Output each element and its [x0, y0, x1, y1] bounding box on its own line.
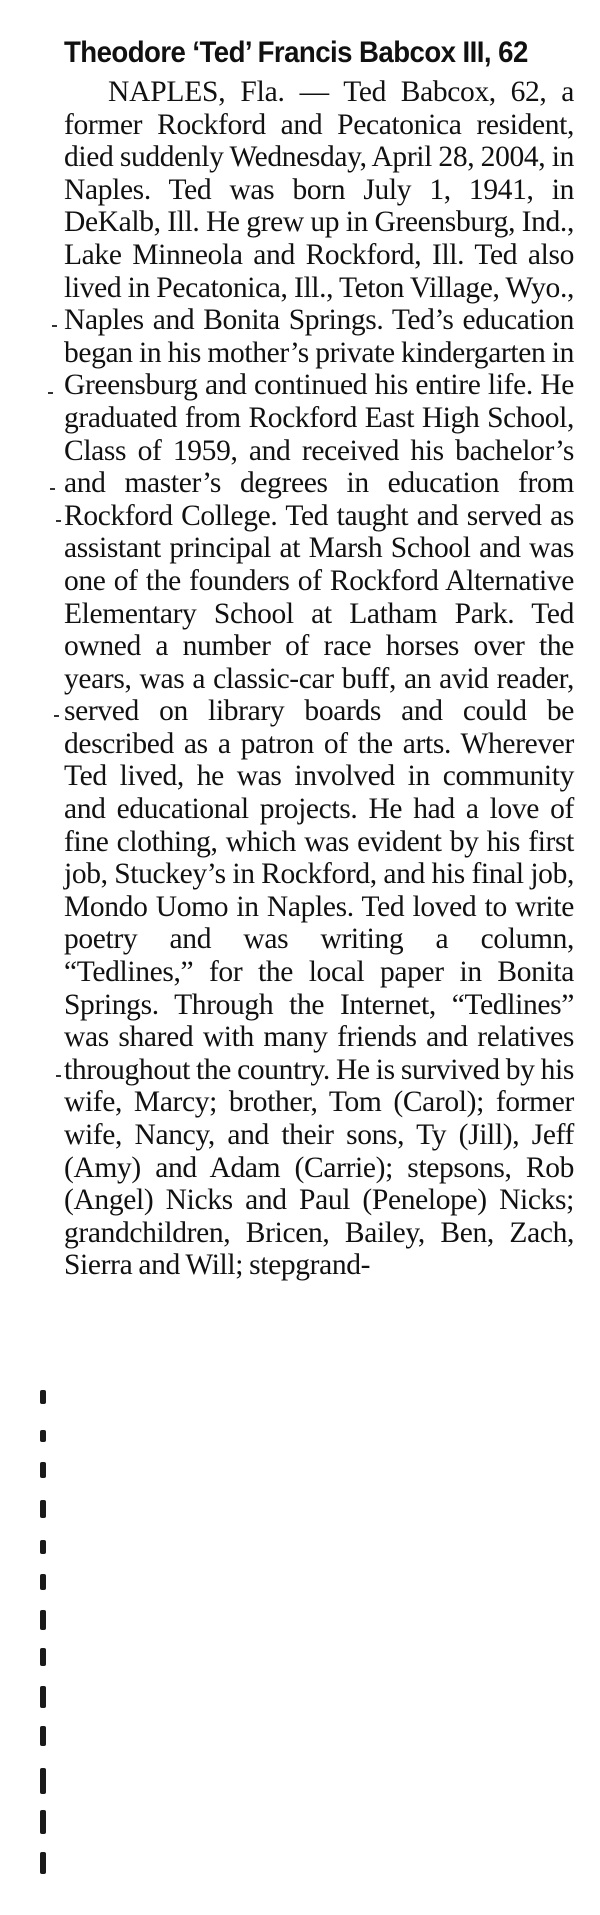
- scan-mark: [40, 1540, 46, 1554]
- scan-mark: [40, 1726, 46, 1746]
- obituary-headline: Theodore ‘Ted’ Francis Babcox III, 62: [64, 36, 528, 69]
- scan-mark: [40, 1648, 46, 1666]
- scan-speck: [48, 392, 53, 394]
- scan-edge-marks: [36, 1390, 56, 1910]
- scan-mark: [40, 1390, 46, 1404]
- scan-speck: [54, 715, 59, 717]
- scan-mark: [40, 1810, 46, 1834]
- dateline: NAPLES, Fla. —: [108, 76, 329, 108]
- obituary-clipping: [64, 36, 574, 1282]
- scan-mark: [40, 1500, 46, 1518]
- scan-mark: [40, 1852, 46, 1874]
- scan-mark: [40, 1430, 46, 1442]
- obituary-body: [64, 76, 574, 1282]
- scan-speck: [56, 520, 61, 522]
- scan-speck: [56, 1075, 61, 1077]
- scan-mark: [40, 1462, 46, 1478]
- scan-speck: [52, 325, 57, 327]
- scan-speck: [50, 488, 55, 490]
- scan-mark: [40, 1768, 46, 1794]
- scan-mark: [40, 1574, 46, 1590]
- obituary-body-text: Ted Babcox, 62, a former Rockford and Pecatonica resident, died suddenly Wednesday, April 28, 2004, in Naples. Ted was born July 1, 1941, in DeKalb, Ill. He grew up in Greensburg, Ind., Lake Minneola and Rockford, Ill. Ted also lived in Pecatonica, Ill., Teton Village, Wyo., Naples and Bonita Springs. Ted’s education began in his mother’s private kindergarten in Greensburg and continued his entire life. He graduated from Rockford East High School, Class of 1959, and received his bachelor’s and master’s degrees in education from Rockford College. Ted taught and served as assistant principal at Marsh School and was one of the founders of Rockford Alternative Elementary School at Latham Park. Ted owned a number of race horses over the years, was a classic-car buff, an avid reader, served on library boards and could be described as a patron of the arts. Wherever Ted lived, he was involved in community and educational projects. He had a love of fine clothing, which was evident by his first job, Stuckey’s in Rockford, and his final job, Mondo Uomo in Naples. Ted loved to write poetry and was writing a column, “Tedlines,” for the local paper in Bonita Springs. Through the Internet, “Tedlines” was shared with many friends and relatives throughout the country. He is survived by his wife, Marcy; brother, Tom (Carol); former wife, Nancy, and their sons, Ty (Jill), Jeff (Amy) and Adam (Carrie); stepsons, Rob (Angel) Nicks and Paul (Penelope) Nicks; grandchildren, Bricen, Bailey, Ben, Zach, Sierra and Will; stepgrand-: [64, 76, 575, 1282]
- scan-mark: [40, 1610, 46, 1630]
- scan-mark: [40, 1686, 46, 1708]
